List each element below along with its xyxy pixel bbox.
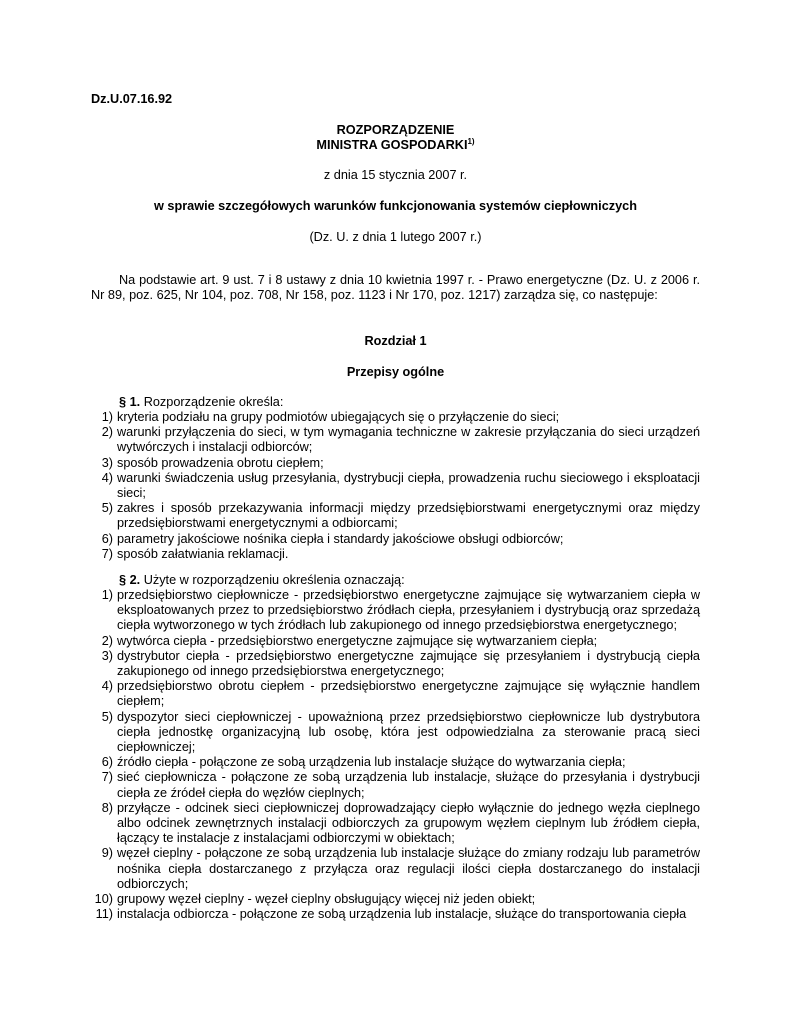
list-item-number: 7) <box>101 770 113 785</box>
list-item-number: 8) <box>101 800 113 815</box>
section-1-list <box>91 410 700 562</box>
list-item <box>91 770 700 800</box>
list-item-text: wytwórca ciepła - przedsiębiorstwo energetyczne zajmujące się wytwarzaniem ciepła; <box>117 633 598 648</box>
footnote-mark: 1) <box>467 136 475 146</box>
list-item-text: sieć ciepłownicza - połączone ze sobą urządzenia lub instalacje, służące do przesyłania i dystrybucji ciepła ze źródeł ciepła do węzłów cieplnych; <box>117 770 700 800</box>
list-item <box>91 547 700 562</box>
list-item <box>91 588 700 634</box>
list-item-text: parametry jakościowe nośnika ciepła i standardy jakościowe obsługi odbiorców; <box>117 531 564 546</box>
section-2-heading <box>119 573 405 588</box>
list-item <box>91 846 700 892</box>
list-item-number: 2) <box>101 425 113 440</box>
list-item-number: 6) <box>101 755 113 770</box>
list-item-number: 1) <box>101 410 113 424</box>
list-item-text: przyłącze - odcinek sieci ciepłowniczej doprowadzający ciepło wyłącznie do jednego węzła cieplnego albo odcinek zewnętrznych instalacji odbiorczych za grupowym węzłem cieplnym lub źródłem ciepła, łączący te instalacje z instalacjami odbiorczymi w obiektach; <box>117 800 700 846</box>
list-item-number: 6) <box>101 531 113 546</box>
document-reference: Dz.U.07.16.92 <box>91 92 173 106</box>
section-2-mark: § 2. <box>119 573 141 587</box>
section-2-lead: Użyte w rozporządzeniu określenia oznaczają: <box>143 573 405 587</box>
list-item-text: zakres i sposób przekazywania informacji między przedsiębiorstwami energetycznymi oraz między przedsiębiorstwami energetycznymi a odbiorcami; <box>117 501 700 531</box>
list-item <box>91 892 700 907</box>
list-item-number: 2) <box>101 633 113 648</box>
list-item <box>91 801 700 847</box>
list-item-number: 10) <box>94 892 113 907</box>
list-item <box>91 501 700 531</box>
list-item-text: kryteria podziału na grupy podmiotów ubiegających się o przyłączenie do sieci; <box>117 410 560 424</box>
list-item-number: 5) <box>101 709 113 724</box>
list-item-text: warunki przyłączenia do sieci, w tym wymagania techniczne w zakresie przyłączania do sieci urządzeń wytwórczych i instalacji odbiorców; <box>117 425 700 455</box>
list-item-text: sposób załatwiania reklamacji. <box>117 546 289 561</box>
section-1-heading <box>119 395 283 410</box>
list-item <box>91 679 700 709</box>
list-item-number: 7) <box>101 546 113 561</box>
document-date: z dnia 15 stycznia 2007 r. <box>323 168 468 182</box>
section-1-lead: Rozporządzenie określa: <box>143 395 284 409</box>
list-item <box>91 471 700 501</box>
list-item-number: 3) <box>101 455 113 470</box>
list-item-number: 11) <box>95 907 113 922</box>
list-item-text: przedsiębiorstwo obrotu ciepłem - przedsiębiorstwo energetyczne zajmujące się wyłącznie handlem ciepłem; <box>117 679 700 709</box>
list-item <box>91 649 700 679</box>
section-1-mark: § 1. <box>119 395 141 409</box>
list-item <box>91 710 700 756</box>
chapter-title: Przepisy ogólne <box>346 365 445 379</box>
list-item <box>91 456 700 471</box>
title-line-2: MINISTRA GOSPODARKI <box>316 138 468 152</box>
title-line-1: ROZPORZĄDZENIE <box>336 123 455 137</box>
intro-paragraph: Na podstawie art. 9 ust. 7 i 8 ustawy z dnia 10 kwietnia 1997 r. - Prawo energetyczne (Dz. U. z 2006 r. Nr 89, poz. 625, Nr 104, poz. 708, Nr 158, poz. 1123 i Nr 170, poz. 1217) zarządza się, co następuje: <box>91 273 700 303</box>
list-item <box>91 907 700 922</box>
list-item-text: węzeł cieplny - połączone ze sobą urządzenia lub instalacje służące do zmiany rodzaju lub parametrów nośnika ciepła dostarczanego z przyłącza oraz regulacji ilości ciepła dostarczanego do instalacji odbiorczych; <box>117 846 700 891</box>
list-item <box>91 755 700 770</box>
list-item <box>91 425 700 455</box>
list-item-text: dystrybutor ciepła - przedsiębiorstwo energetyczne zajmujące się przesyłaniem i dystrybucją ciepła zakupionego od innego przedsiębiorstwa energetycznego; <box>117 648 700 679</box>
list-item-number: 4) <box>101 470 113 485</box>
list-item-text: grupowy węzeł cieplny - węzeł cieplny obsługujący więcej niż jeden obiekt; <box>117 892 536 907</box>
list-item <box>91 410 700 425</box>
list-item <box>91 634 700 649</box>
list-item-text: przedsiębiorstwo ciepłownicze - przedsiębiorstwo energetyczne zajmujące się wytwarzaniem ciepła w eksploatowanych przez to przedsiębiorstwo źródłach ciepła, przesyłaniem i dystrybucją oraz sprzedażą ciepła wytworzonego w tych źródłach lub zakupionego od innego przedsiębiorstwa energetycznego; <box>117 588 700 633</box>
list-item <box>91 532 700 547</box>
list-item-text: instalacja odbiorcza - połączone ze sobą urządzenia lub instalacje, służące do transportowania ciepła <box>117 907 687 922</box>
title-line-2-wrapper <box>91 138 700 153</box>
list-item-text: sposób prowadzenia obrotu ciepłem; <box>117 455 324 470</box>
section-2-list <box>91 588 700 922</box>
list-item-number: 5) <box>101 501 113 516</box>
list-item-number: 4) <box>101 679 113 694</box>
list-item-text: dyspozytor sieci ciepłowniczej - upoważnioną przez przedsiębiorstwo ciepłownicze lub dystrybutora ciepła jednostkę organizacyjną lub osobę, która jest odpowiedzialna za sterowanie pracą sieci ciepłowniczej; <box>117 709 700 755</box>
chapter-heading: Rozdział 1 <box>364 334 427 348</box>
list-item-text: warunki świadczenia usług przesyłania, dystrybucji ciepła, prowadzenia ruchu sieciowego i eksploatacji sieci; <box>117 470 700 501</box>
document-subject: w sprawie szczegółowych warunków funkcjonowania systemów ciepłowniczych <box>154 199 637 213</box>
list-item-number: 1) <box>101 588 113 602</box>
list-item-text: źródło ciepła - połączone ze sobą urządzenia lub instalacje służące do wytwarzania ciepła; <box>117 755 626 770</box>
publication-info: (Dz. U. z dnia 1 lutego 2007 r.) <box>309 230 482 244</box>
list-item-number: 3) <box>101 648 113 663</box>
list-item-number: 9) <box>101 846 113 861</box>
